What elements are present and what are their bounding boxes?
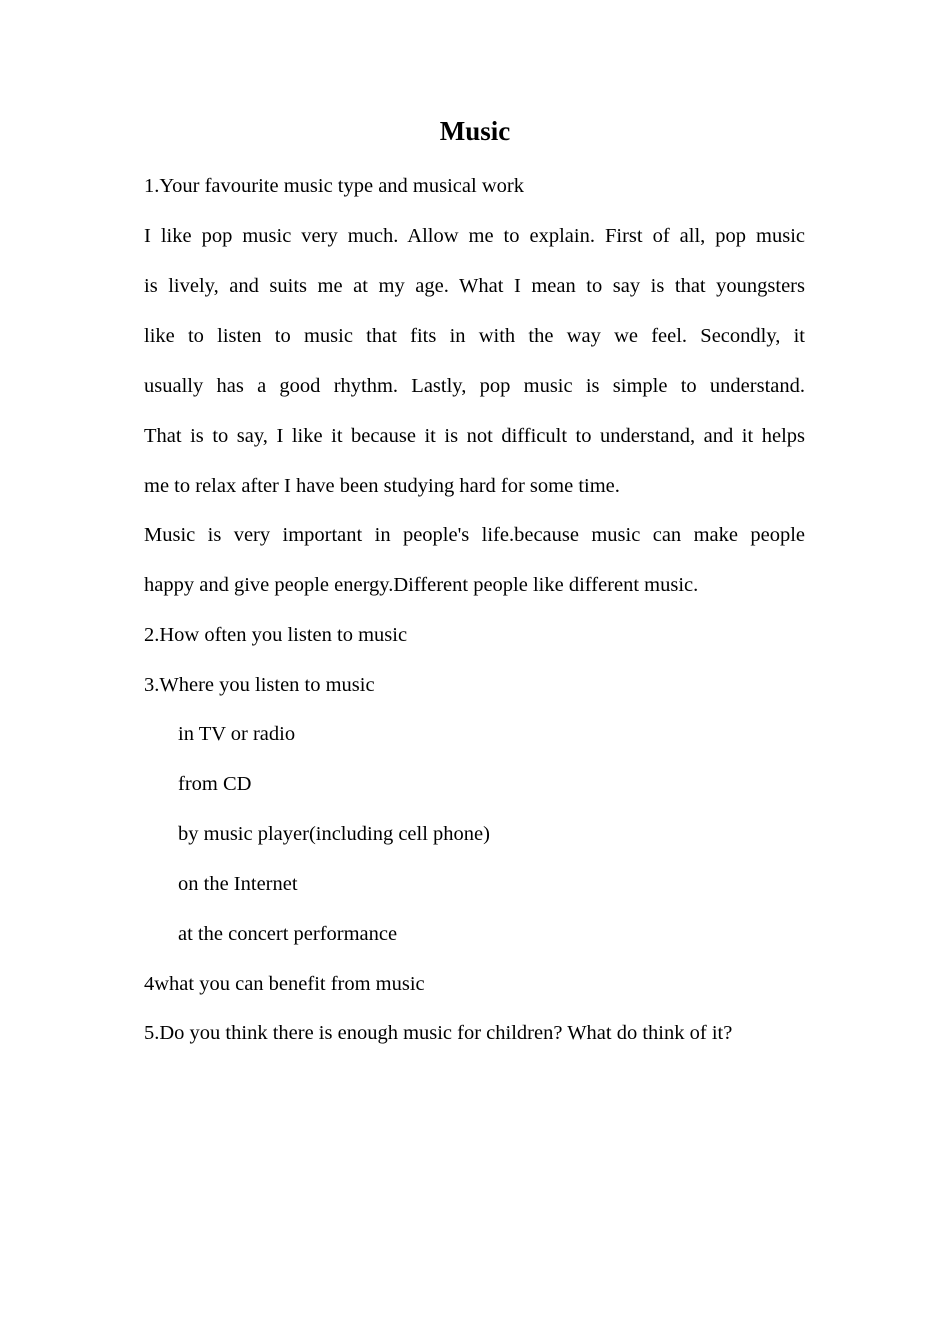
question-1: 1.Your favourite music type and musical work <box>144 175 524 197</box>
question-4: 4what you can benefit from music <box>144 973 425 995</box>
question-3: 3.Where you listen to music <box>144 674 375 696</box>
question-3-option: on the Internet <box>178 873 298 895</box>
paragraph-1-line-3: like to listen to music that fits in with the way we feel. Secondly, it <box>144 325 805 347</box>
question-2: 2.How often you listen to music <box>144 624 408 646</box>
paragraph-1-line-1: I like pop music very much. Allow me to explain. First of all, pop music <box>144 225 805 247</box>
paragraph-1-line-2: is lively, and suits me at my age. What I mean to say is that youngsters <box>144 275 805 297</box>
question-3-option: by music player(including cell phone) <box>178 823 490 845</box>
paragraph-1-line-4: usually has a good rhythm. Lastly, pop music is simple to understand. <box>144 375 805 397</box>
question-3-option: in TV or radio <box>178 723 296 745</box>
question-3-option: from CD <box>178 773 252 795</box>
paragraph-1-line-6: me to relax after I have been studying hard for some time. <box>144 475 620 497</box>
page-title: Music <box>439 116 511 146</box>
paragraph-2-line-1: Music is very important in people's life.because music can make people <box>144 524 805 546</box>
paragraph-1-line-5: That is to say, I like it because it is not difficult to understand, and it helps <box>144 425 805 447</box>
question-5: 5.Do you think there is enough music for children? What do think of it? <box>144 1022 733 1044</box>
paragraph-2-line-2: happy and give people energy.Different people like different music. <box>144 574 699 596</box>
question-3-option: at the concert performance <box>178 923 398 945</box>
